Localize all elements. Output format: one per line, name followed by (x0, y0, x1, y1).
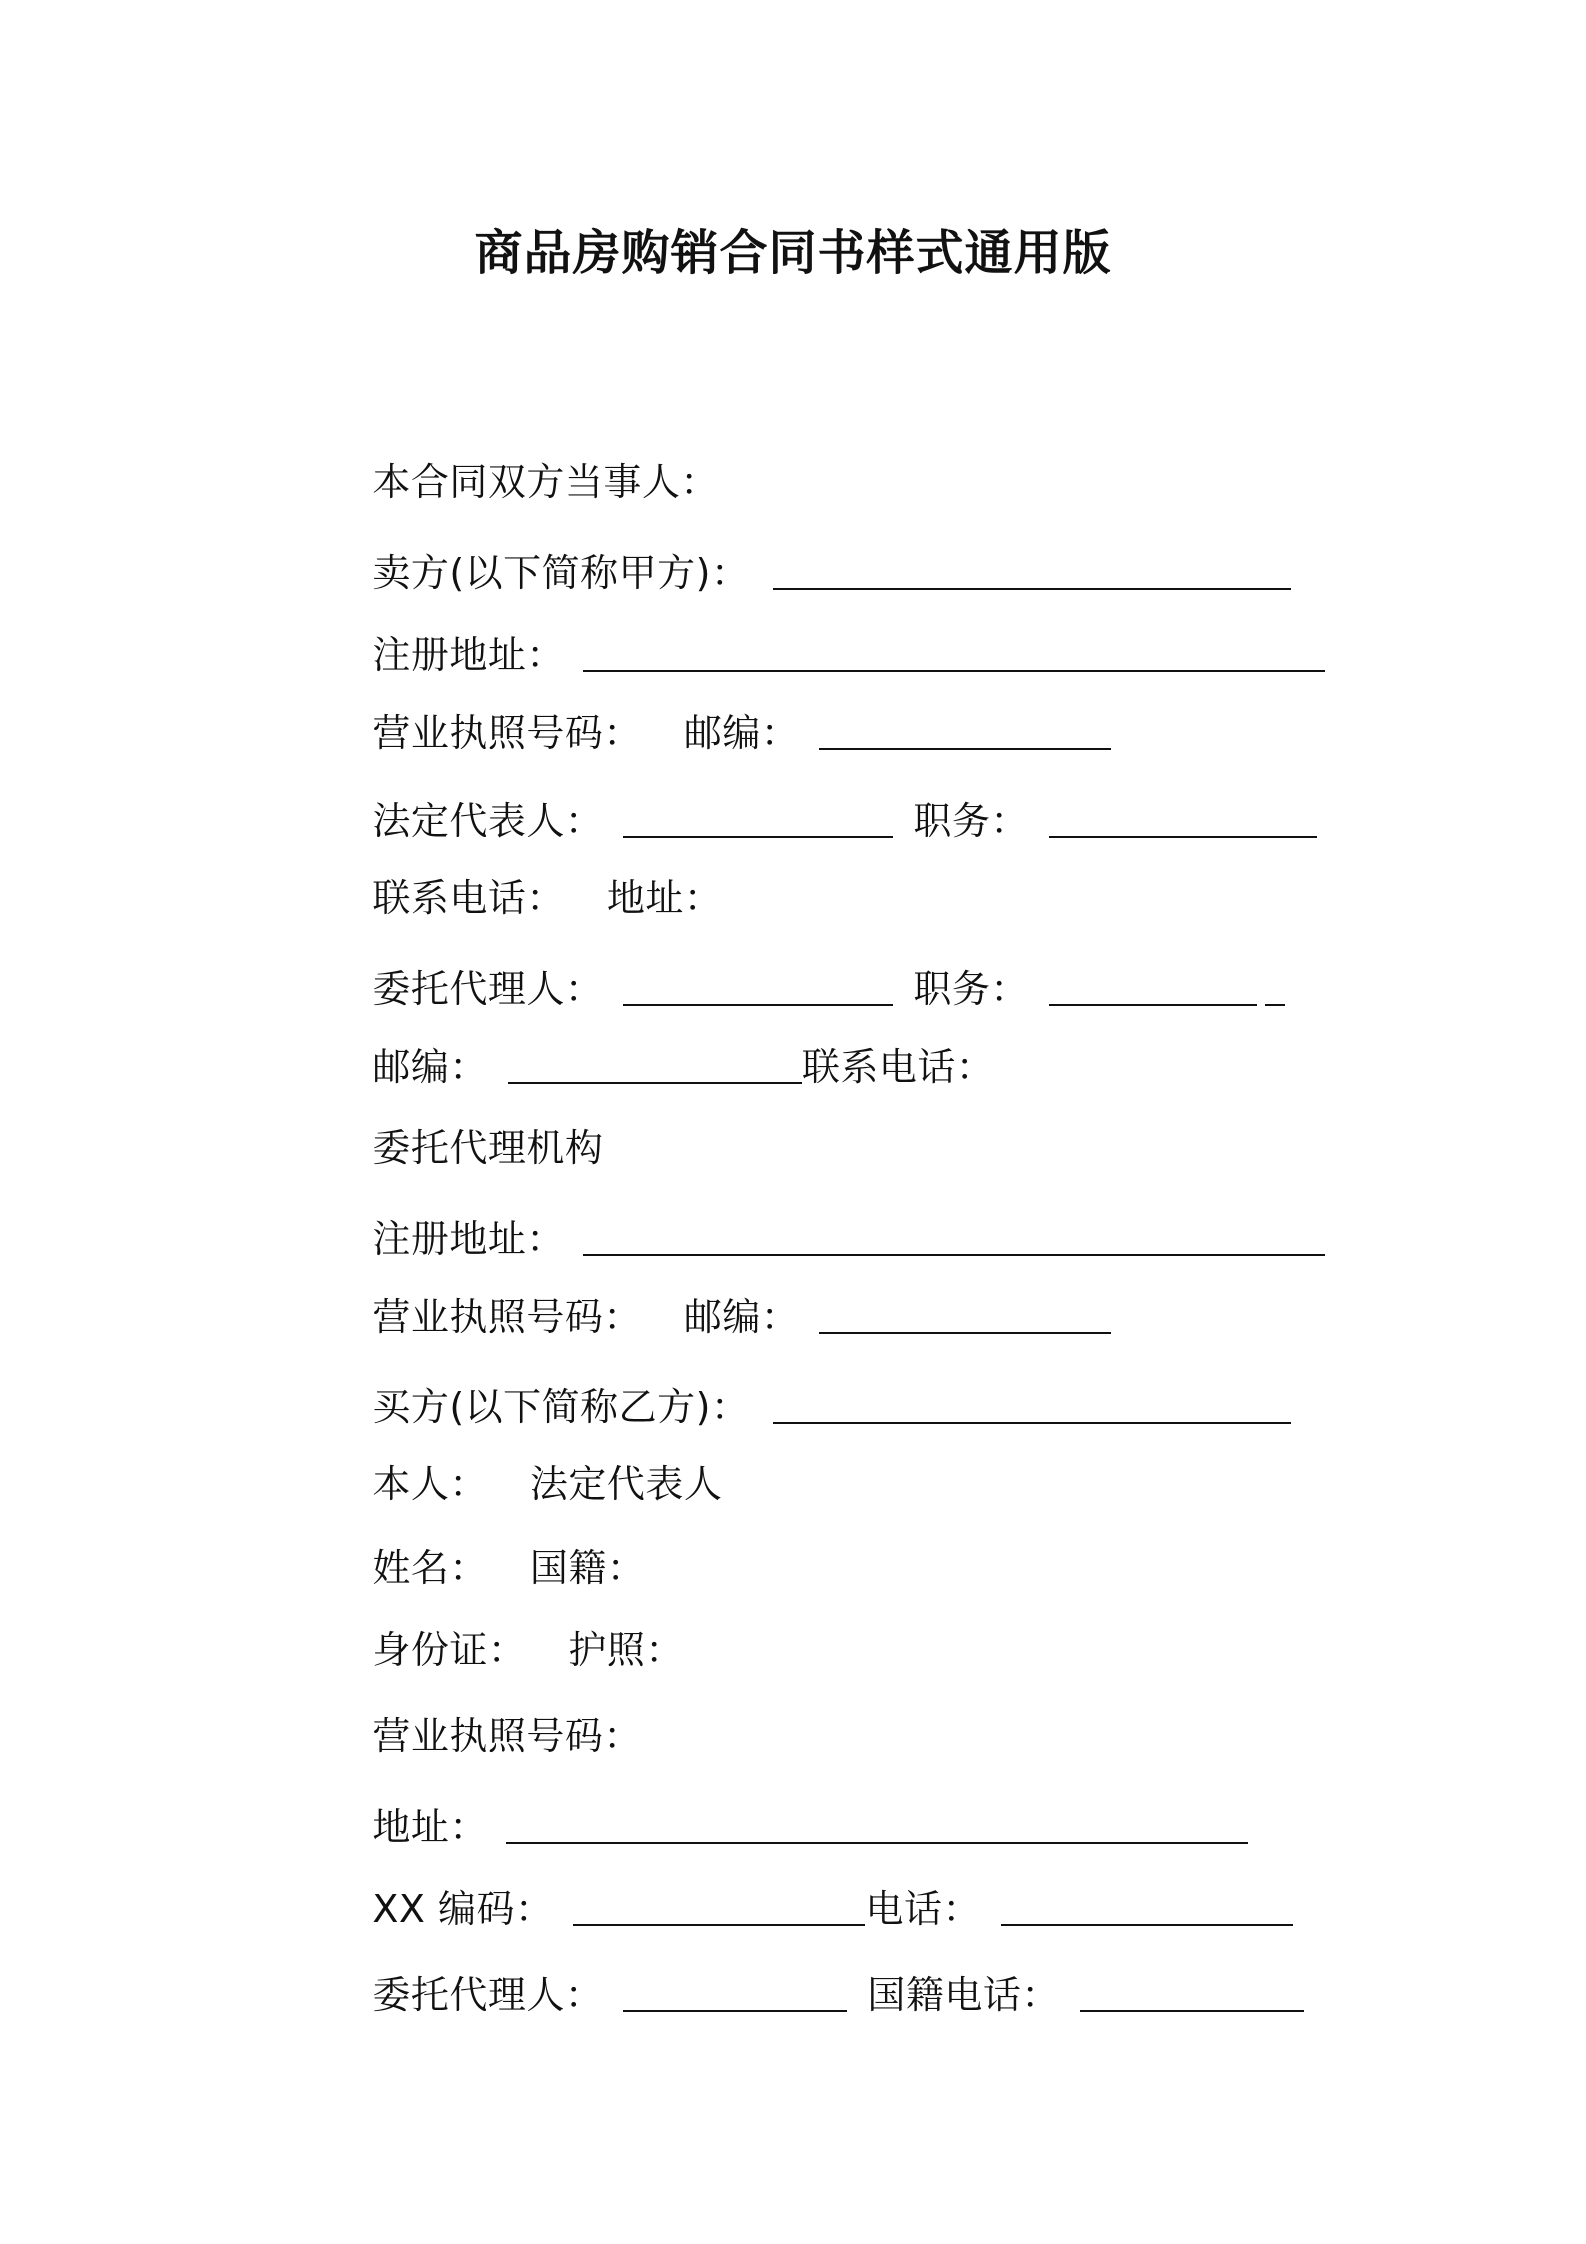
agent-label: 委托代理人： (372, 967, 604, 1011)
buyer-agent-line (322, 1922, 1304, 2067)
agency-license-label: 营业执照号码： (372, 1295, 642, 1339)
agent-phone-label: 联系电话： (801, 1045, 995, 1089)
agent-postcode-label: 邮编： (372, 1045, 488, 1089)
buyer-agent-phone-label: 国籍电话： (867, 1973, 1060, 2017)
buyer-phone-label: 电话： (865, 1887, 981, 1931)
buyer-address-label: 地址： (372, 1805, 488, 1849)
buyer-code-label: XX 编码： (372, 1887, 554, 1931)
seller-address-label: 注册地址： (372, 633, 565, 677)
buyer-phone-blank[interactable] (1001, 1888, 1293, 1926)
buyer-agent-blank[interactable] (623, 1974, 847, 2012)
buyer-name-label: 姓名： (372, 1546, 488, 1590)
buyer-license-label: 营业执照号码： (372, 1714, 642, 1758)
buyer-agent-label: 委托代理人： (372, 1973, 604, 2017)
seller-label: 卖方(以下简称甲方)： (372, 551, 750, 595)
buyer-nationality-label: 国籍： (529, 1546, 646, 1590)
buyer-agent-phone-blank[interactable] (1080, 1974, 1304, 2012)
seller-phone-label: 联系电话： (372, 876, 565, 920)
seller-addr2-label: 地址： (606, 876, 723, 920)
buyer-blank[interactable] (773, 1386, 1291, 1424)
buyer-code-blank[interactable] (573, 1888, 865, 1926)
legal-rep-label: 法定代表人： (372, 799, 604, 843)
buyer-id-label: 身份证： (372, 1628, 527, 1672)
legal-rep-title-blank[interactable] (1049, 800, 1317, 838)
legal-rep-title-label: 职务： (913, 799, 1029, 843)
buyer-label: 买方(以下简称乙方)： (372, 1385, 750, 1429)
seller-postcode-label: 邮编： (683, 711, 800, 755)
seller-postcode-blank[interactable] (819, 712, 1111, 750)
agent-title-label: 职务： (913, 967, 1029, 1011)
seller-license-label: 营业执照号码： (372, 711, 642, 755)
parties-heading-text: 本合同双方当事人： (372, 460, 719, 504)
agency-heading-text: 委托代理机构 (372, 1126, 604, 1170)
agency-postcode-label: 邮编： (683, 1295, 800, 1339)
buyer-legal-rep-label: 法定代表人 (529, 1462, 723, 1506)
agency-address-label: 注册地址： (372, 1217, 565, 1261)
buyer-self-label: 本人： (372, 1462, 488, 1506)
agency-postcode-blank[interactable] (819, 1296, 1111, 1334)
document-title: 商品房购销合同书样式通用版 (474, 225, 1112, 281)
agent-title-blank-tail (1265, 968, 1285, 1006)
buyer-passport-label: 护照： (568, 1628, 684, 1672)
agent-title-blank[interactable] (1049, 968, 1257, 1006)
